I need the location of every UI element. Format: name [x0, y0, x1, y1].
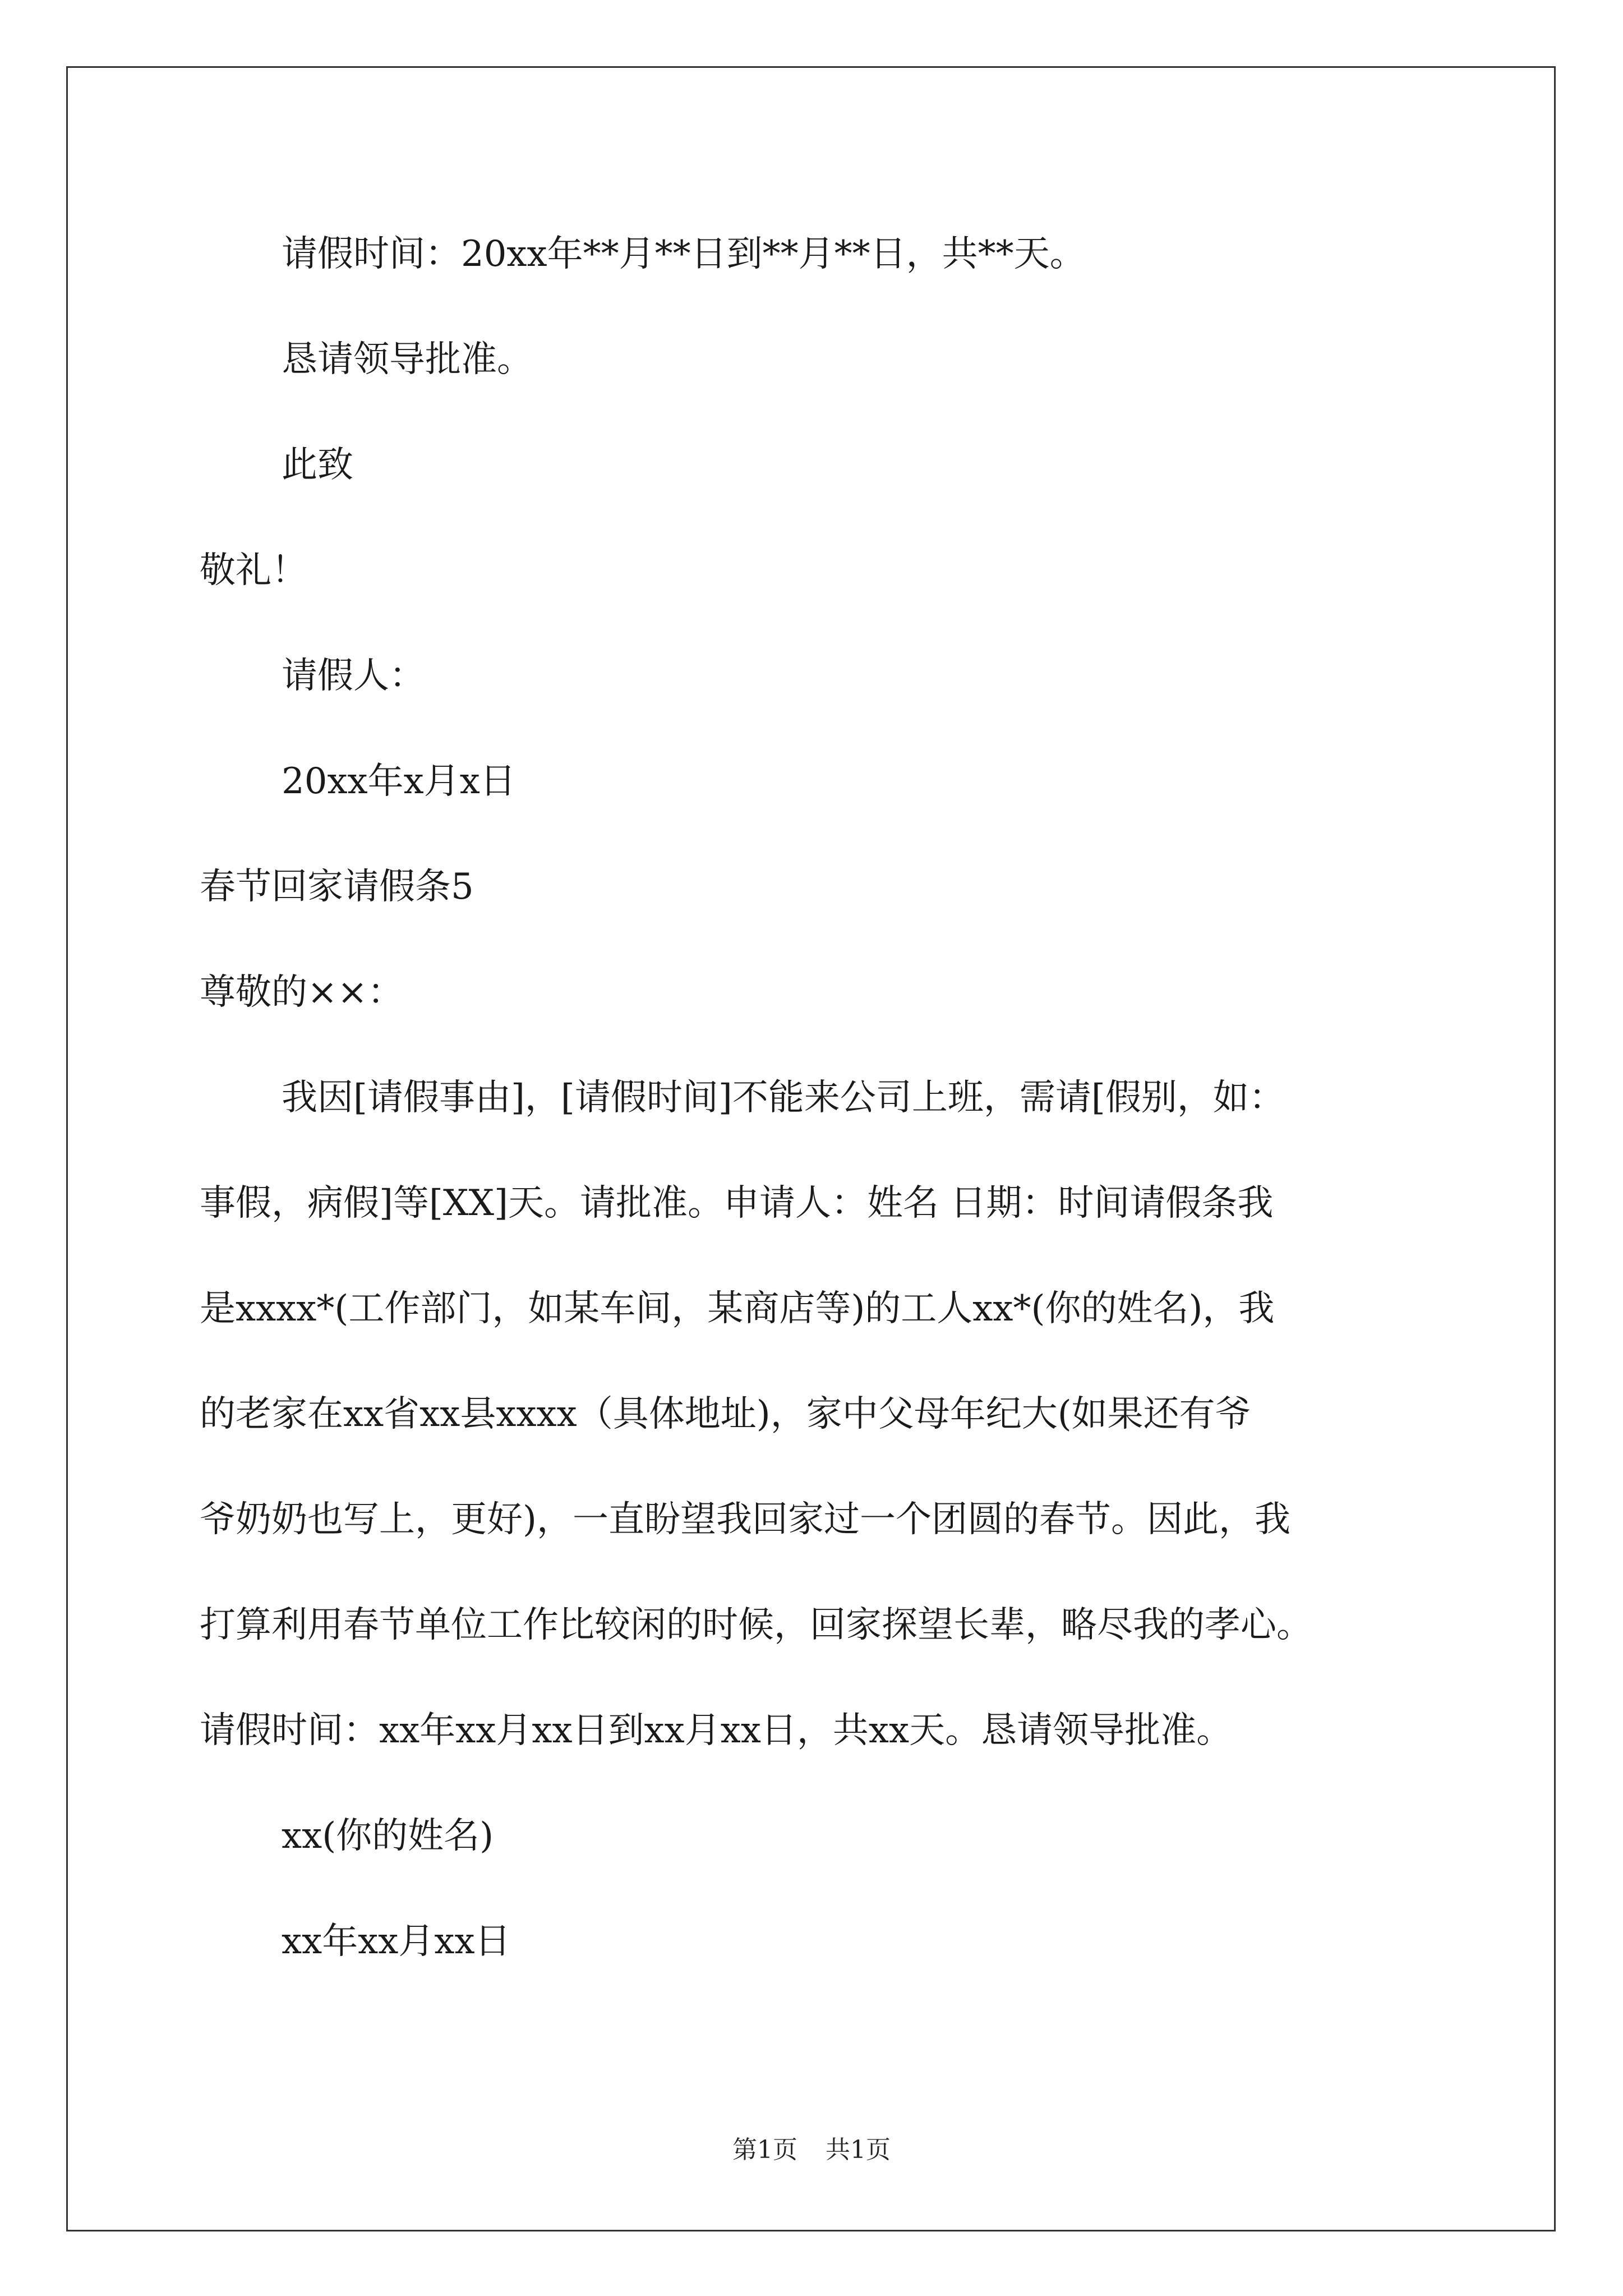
- body-line: 事假，病假]等[XX]天。请批准。申请人：姓名 日期：时间请假条我: [200, 1182, 1274, 1224]
- applicant-label: 请假人：: [282, 655, 425, 697]
- body-line: 我因[请假事由]，[请假时间]不能来公司上班，需请[假别，如：: [282, 1077, 1285, 1119]
- body-line: 是xxxx*(工作部门，如某车间，某商店等)的工人xx*(你的姓名)，我: [200, 1288, 1275, 1329]
- closing-line: 此致: [282, 444, 353, 486]
- page-number-current: 第1页: [732, 2136, 797, 2164]
- page-border: [66, 66, 1556, 2231]
- body-line: 的老家在xx省xx县xxxx（具体地址)，家中父母年纪大(如果还有爷: [200, 1393, 1251, 1435]
- section-heading: 春节回家请假条5: [200, 866, 474, 908]
- leave-time-line: 请假时间：20xx年**月**日到**月**日，共**天。: [282, 233, 1086, 275]
- body-line: 打算利用春节单位工作比较闲的时候，回家探望长辈，略尽我的孝心。: [200, 1604, 1312, 1646]
- request-line: 恳请领导批准。: [282, 339, 533, 380]
- greeting-line: 尊敬的××：: [200, 972, 404, 1013]
- body-line: 请假时间：xx年xx月xx日到xx月xx日，共xx天。恳请领导批准。: [200, 1710, 1233, 1751]
- salute-line: 敬礼！: [200, 550, 307, 591]
- page-number-total: 共1页: [826, 2136, 891, 2164]
- signature-line: xx(你的姓名): [282, 1815, 494, 1857]
- body-line: 爷奶奶也写上，更好)，一直盼望我回家过一个团圆的春节。因此，我: [200, 1499, 1290, 1540]
- letter-date: 20xx年x月x日: [282, 761, 516, 802]
- page-footer: [0, 2134, 1623, 2166]
- signature-date: xx年xx月xx日: [282, 1921, 511, 1962]
